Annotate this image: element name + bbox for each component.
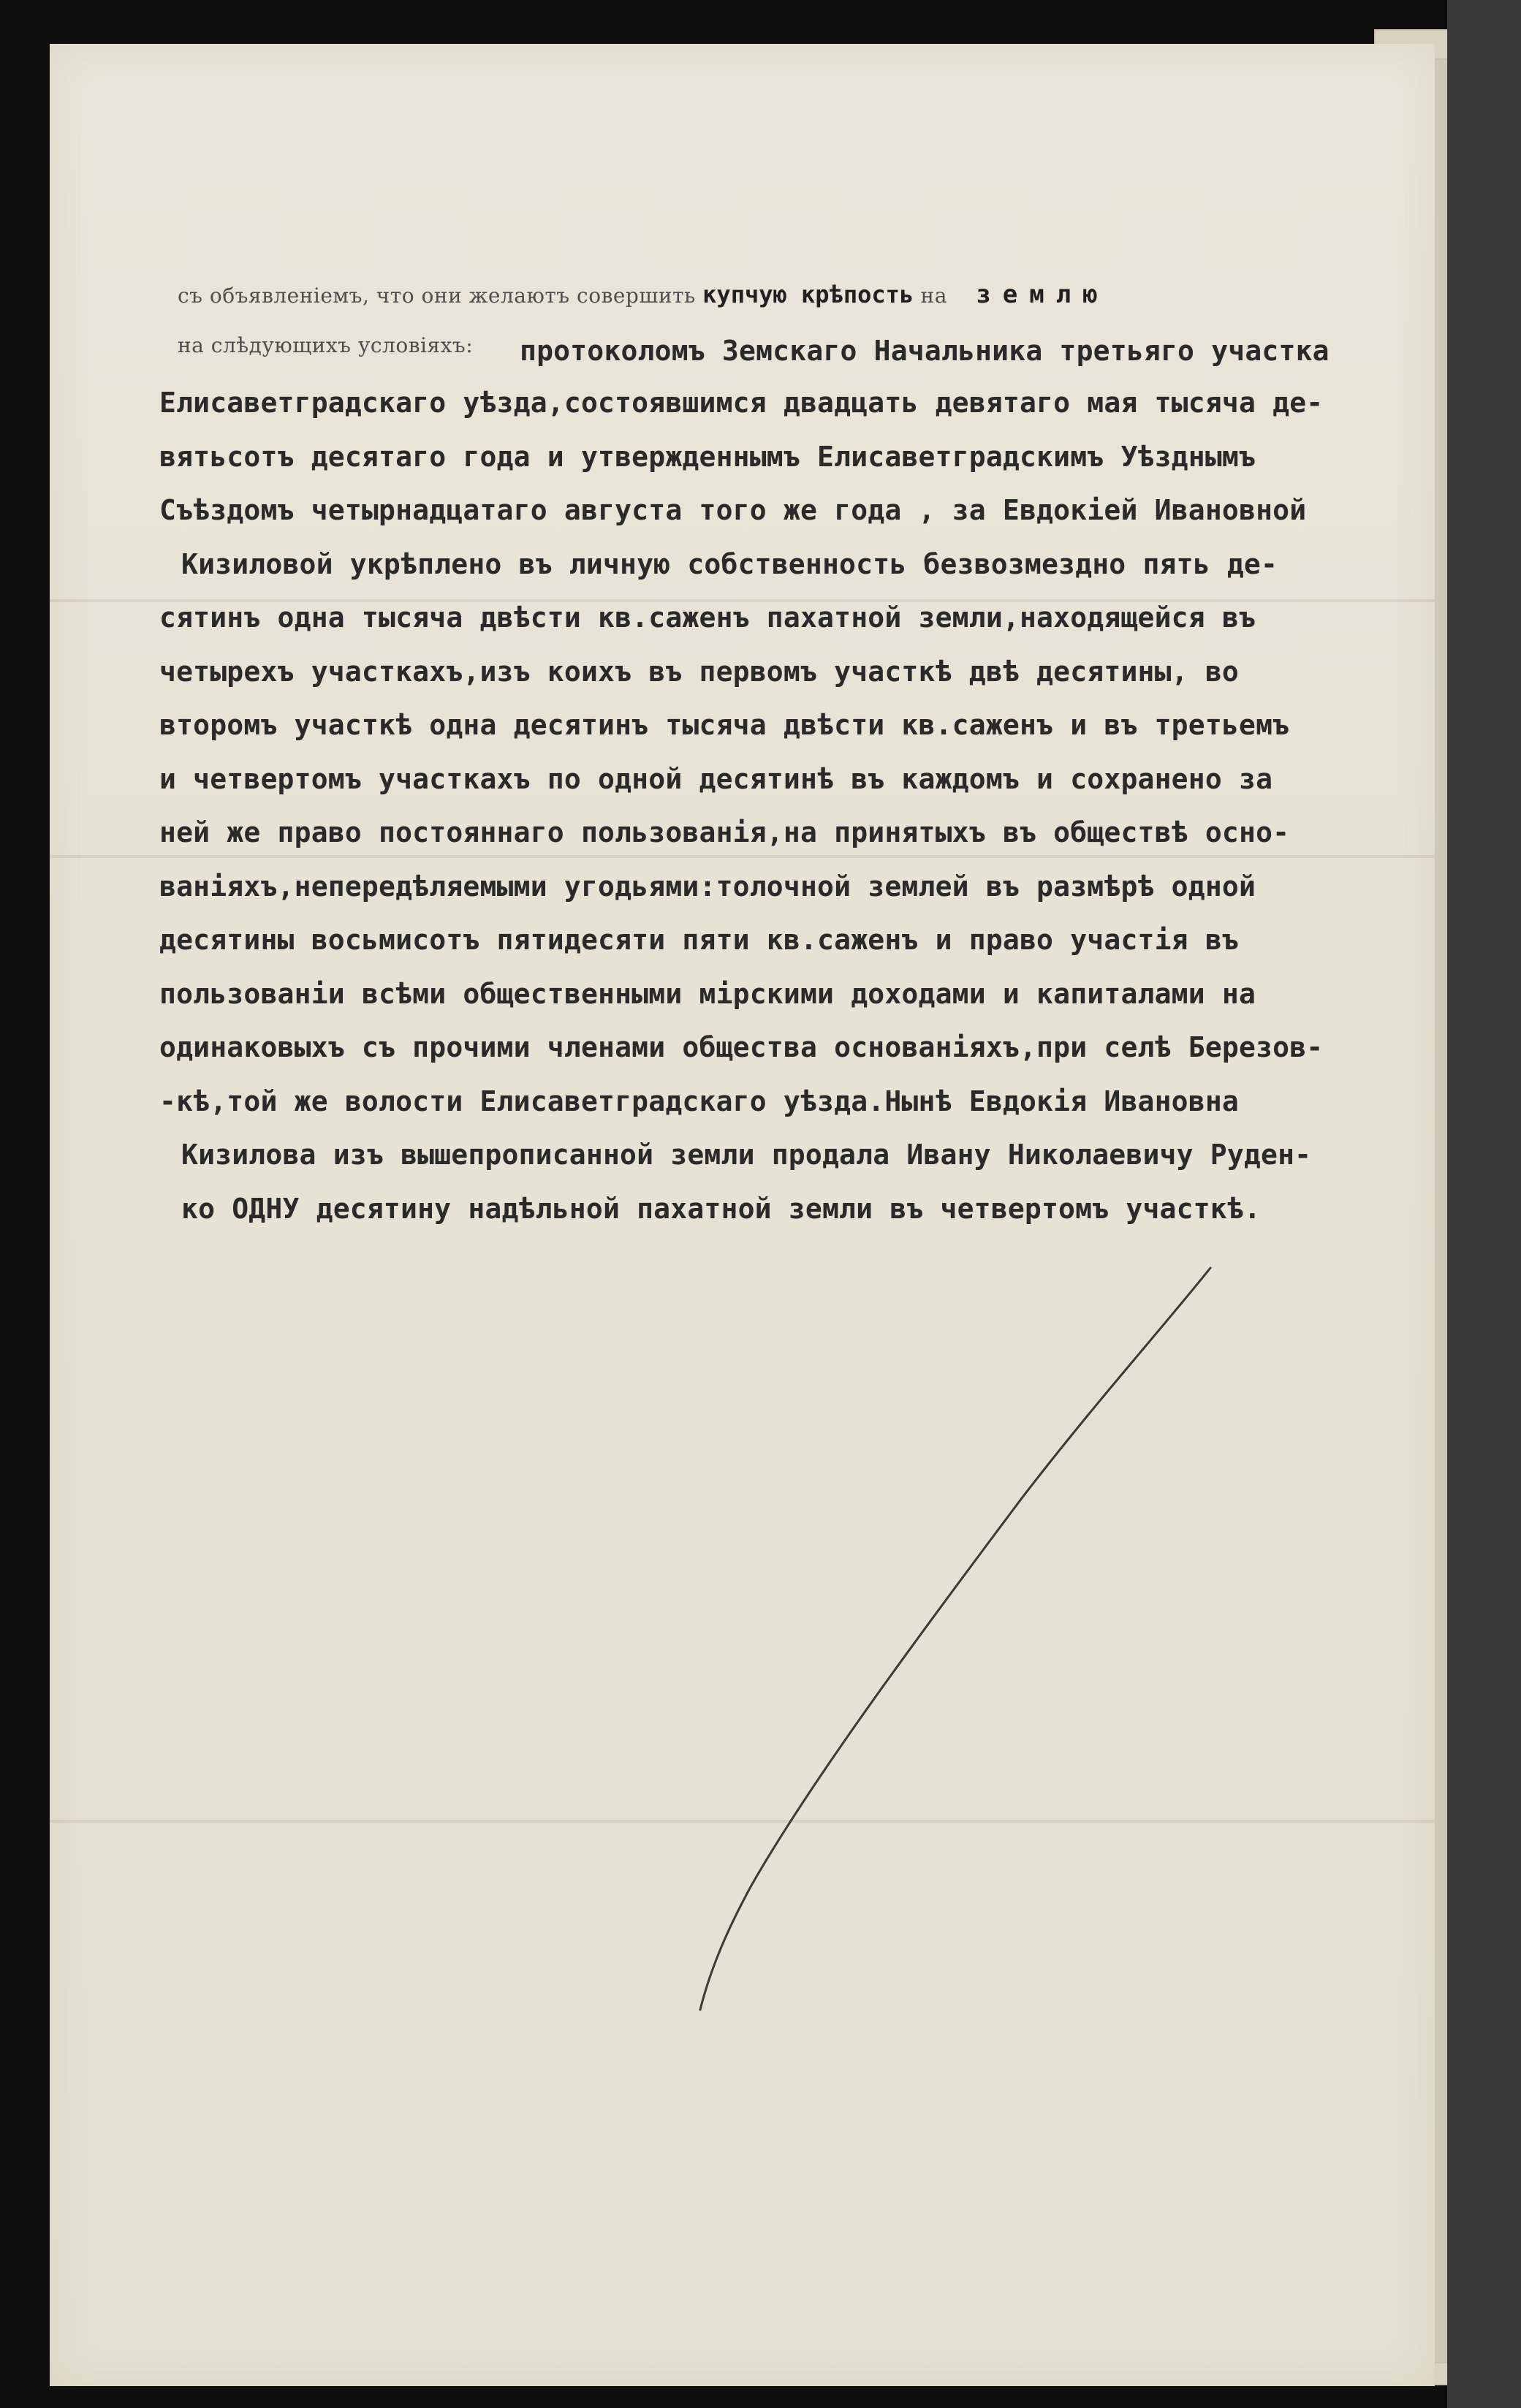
form-printed-na: на: [920, 284, 947, 308]
diagonal-ink-line: [700, 1268, 1210, 2010]
typed-body-line: второмъ участкѣ одна десятинъ тысяча двѣсти кв.саженъ и въ третьемъ: [159, 709, 1290, 741]
form-line-conditions: [178, 333, 473, 357]
form-printed-conditions: на слѣдующихъ условіяхъ:: [178, 333, 474, 357]
typed-body-line: ней же право постояннаго пользованія,на принятыхъ въ обществѣ осно-: [159, 816, 1290, 848]
typed-deed-type: купчую крѣпость: [702, 281, 914, 308]
typed-body-line: десятины восьмисотъ пятидесяти пяти кв.саженъ и право участія въ: [159, 924, 1239, 956]
typed-body-line: одинаковыхъ съ прочими членами общества основаніяхъ,при селѣ Березов-: [159, 1031, 1324, 1063]
typed-body-line: вятьсотъ десятаго года и утвержденнымъ Елисаветградскимъ Уѣзднымъ: [159, 441, 1256, 473]
typed-body-line: Кизилова изъ вышепрописанной земли продала Ивану Николаевичу Руден-: [181, 1139, 1312, 1171]
typed-body-line: пользованіи всѣми общественными мірскими доходами и капиталами на: [159, 978, 1256, 1010]
typed-body-line: и четвертомъ участкахъ по одной десятинѣ въ каждомъ и сохранено за: [159, 763, 1273, 795]
typed-body-first-line: протоколомъ Земскаго Начальника третьяго участка: [520, 335, 1330, 367]
typed-body-line: Съѣздомъ четырнадцатаго августа того же года , за Евдокіей Ивановной: [159, 494, 1307, 526]
typed-body-line: -кѣ,той же волости Елисаветградскаго уѣзда.Нынѣ Евдокія Ивановна: [159, 1085, 1239, 1117]
typed-body-line: ваніяхъ,непередѣляемыми угодьями:толочной землей въ размѣрѣ одной: [159, 870, 1256, 903]
typed-body-line: сятинъ одна тысяча двѣсти кв.саженъ пахатной земли,находящейся въ: [159, 601, 1256, 634]
paper-fold: [50, 1820, 1435, 1823]
scan-border-strip: [1447, 0, 1521, 2408]
typed-body-line: четырехъ участкахъ,изъ коихъ въ первомъ участкѣ двѣ десятины, во: [159, 656, 1239, 688]
typed-body-line: ко ОДНУ десятину надѣльной пахатной земли въ четвертомъ участкѣ.: [181, 1193, 1261, 1225]
form-printed-text: съ объявленіемъ, что они желаютъ совершить: [178, 284, 696, 308]
typed-object: землю: [976, 280, 1110, 309]
typed-body-line: Кизиловой укрѣплено въ личную собственность безвозмездно пять де-: [181, 548, 1278, 580]
paper-fold: [50, 855, 1435, 858]
document-page: [50, 44, 1435, 2386]
form-line-declaration: [178, 280, 1110, 309]
typed-body-line: Елисаветградскаго уѣзда,состоявшимся двадцать девятаго мая тысяча де-: [159, 387, 1324, 419]
